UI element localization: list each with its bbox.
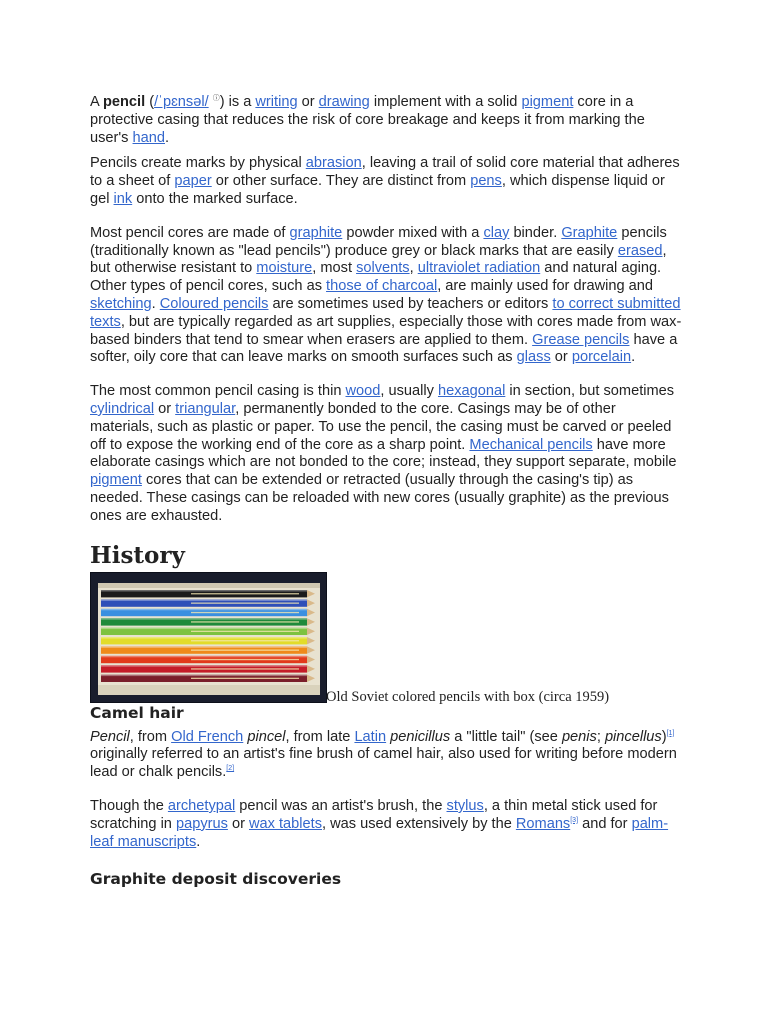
citation-2[interactable]: [2] [226, 765, 235, 773]
link-pigment[interactable]: pigment [521, 94, 574, 110]
link-graphite[interactable]: graphite [289, 224, 343, 241]
graphite-deposit-heading: Graphite deposit discoveries [90, 870, 342, 889]
pencil-highlight [101, 655, 307, 657]
image-caption: Old Soviet colored pencils with box (circa 1959) [326, 688, 610, 705]
pencil-highlight [101, 646, 307, 648]
link-erased[interactable]: erased [617, 242, 663, 259]
pencil-imprint [191, 621, 299, 622]
link-abrasion[interactable]: abrasion [305, 155, 362, 172]
link-correct-texts[interactable]: to correct submitted texts [90, 295, 681, 330]
term-pencil: pencil [102, 94, 146, 110]
link-ink[interactable]: ink [113, 190, 133, 207]
pronunciation-link[interactable]: /ˈpɛnsəl/ [154, 94, 209, 110]
intro-paragraph: A pencil (/ˈpɛnsəl/ ⓘ) is a writing or drawing implement with a solid pigment core in a protective casing that reduces the risk of core breakage and keeps it from marking the user's hand. [90, 94, 645, 146]
pencil-imprint [191, 668, 299, 669]
link-archetypal[interactable]: archetypal [167, 797, 236, 814]
history-heading: History [90, 541, 185, 569]
pencil-highlight [101, 599, 307, 601]
pencil-imprint [191, 602, 299, 603]
link-writing[interactable]: writing [255, 94, 298, 110]
pencil-highlight [101, 665, 307, 667]
pencil-highlight [101, 618, 307, 620]
pencil-imprint [191, 630, 299, 631]
link-coloured-pencils[interactable]: Coloured pencils [159, 295, 269, 312]
colored-pencils-image[interactable] [90, 572, 327, 703]
link-old-french[interactable]: Old French [171, 728, 244, 745]
link-cylindrical[interactable]: cylindrical [90, 400, 155, 417]
link-pigment-2[interactable]: pigment [90, 472, 142, 489]
pencil-imprint [191, 640, 299, 641]
link-graphite-pencils[interactable]: Graphite [561, 224, 618, 241]
camel-hair-paragraph: Pencil, from Old French pincel, from late Latin penicillus a "little tail" (see penis; pincellus)[1] originally referred to an artist's fine brush of camel hair, also used for writing before modern lead or chalk pencils.[2] [90, 728, 677, 781]
link-ultraviolet-radiation[interactable]: ultraviolet radiation [417, 260, 541, 277]
pencil-highlight [101, 627, 307, 629]
link-wax-tablets[interactable]: wax tablets [249, 815, 323, 832]
link-moisture[interactable]: moisture [256, 260, 313, 277]
archetypal-paragraph: Though the archetypal pencil was an artist's brush, the stylus, a thin metal stick used for scratching in papyrus or wax tablets, was used extensively by the Romans[3] and for palm-leaf manuscripts. [90, 797, 669, 850]
link-porcelain[interactable]: porcelain [571, 349, 632, 366]
article-content [90, 94, 682, 890]
pencil-highlight [101, 590, 307, 592]
link-mechanical-pencils[interactable]: Mechanical pencils [469, 436, 593, 453]
link-paper[interactable]: paper [174, 173, 212, 190]
link-wood[interactable]: wood [345, 383, 381, 400]
link-stylus[interactable]: stylus [446, 797, 484, 814]
pencil-imprint [191, 611, 299, 612]
link-glass[interactable]: glass [516, 349, 551, 366]
link-solvents[interactable]: solvents [356, 260, 410, 277]
link-triangular[interactable]: triangular [175, 400, 236, 417]
audio-icon[interactable]: ⓘ [212, 95, 220, 103]
pencil-highlight [101, 608, 307, 610]
link-romans[interactable]: Romans [515, 815, 571, 832]
pencil-box-graphic [91, 573, 326, 702]
link-drawing[interactable]: drawing [318, 94, 370, 110]
link-grease-pencils[interactable]: Grease pencils [532, 331, 630, 348]
pencil-highlight [101, 637, 307, 639]
link-charcoal[interactable]: those of charcoal [326, 278, 438, 295]
link-hand[interactable]: hand [132, 129, 165, 146]
pencil-imprint [191, 677, 299, 678]
link-papyrus[interactable]: papyrus [175, 815, 228, 832]
link-hexagonal[interactable]: hexagonal [437, 383, 506, 400]
pencil-imprint [191, 649, 299, 650]
citation-3[interactable]: [3] [570, 816, 579, 824]
pencil-imprint [191, 658, 299, 659]
pencil-imprint [191, 593, 299, 594]
marks-paragraph: Pencils create marks by physical abrasion, leaving a trail of solid core material that adheres to a sheet of paper or other surface. They are distinct from pens, which dispense liquid or gel ink onto the marked surface. [90, 155, 680, 207]
history-figure [90, 572, 682, 703]
citation-1[interactable]: [1] [666, 729, 675, 737]
link-pens[interactable]: pens [470, 173, 502, 190]
link-latin[interactable]: Latin [354, 728, 387, 745]
cores-paragraph: Most pencil cores are made of graphite powder mixed with a clay binder. Graphite pencils (traditionally known as "lead pencils") produce grey or black marks that are easily erased, but otherwise resistant to moisture, most solvents, ultraviolet radiation and natural aging. Other types of pencil cores, such as those of charcoal, are mainly used for drawing and sketching. Coloured pencils are sometimes used by teachers or editors to correct submitted texts, but are typically regarded as art supplies, especially those with cores made from wax-based binders that tend to smear when erasers are applied to them. Grease pencils have a softer, oily core that can leave marks on smooth surfaces such as glass or porcelain. [90, 224, 682, 366]
link-palm-leaf-manuscripts[interactable]: palm-leaf manuscripts [90, 815, 669, 850]
pencil-highlight [101, 674, 307, 676]
casing-paragraph: The most common pencil casing is thin wood, usually hexagonal in section, but sometimes cylindrical or triangular, permanently bonded to the core. Casings may be of other materials, such as plastic or paper. To use the pencil, the casing must be carved or peeled off to expose the working end of the core as a sharp point. Mechanical pencils have more elaborate casings which are not bonded to the core; instead, they support separate, mobile pigment cores that can be extended or retracted (usually through the casing's tip) as needed. These casings can be reloaded with new cores (usually graphite) as the previous ones are exhausted. [90, 383, 677, 524]
link-clay[interactable]: clay [483, 224, 510, 241]
camel-hair-heading: Camel hair [90, 703, 184, 722]
link-sketching[interactable]: sketching [90, 295, 152, 312]
